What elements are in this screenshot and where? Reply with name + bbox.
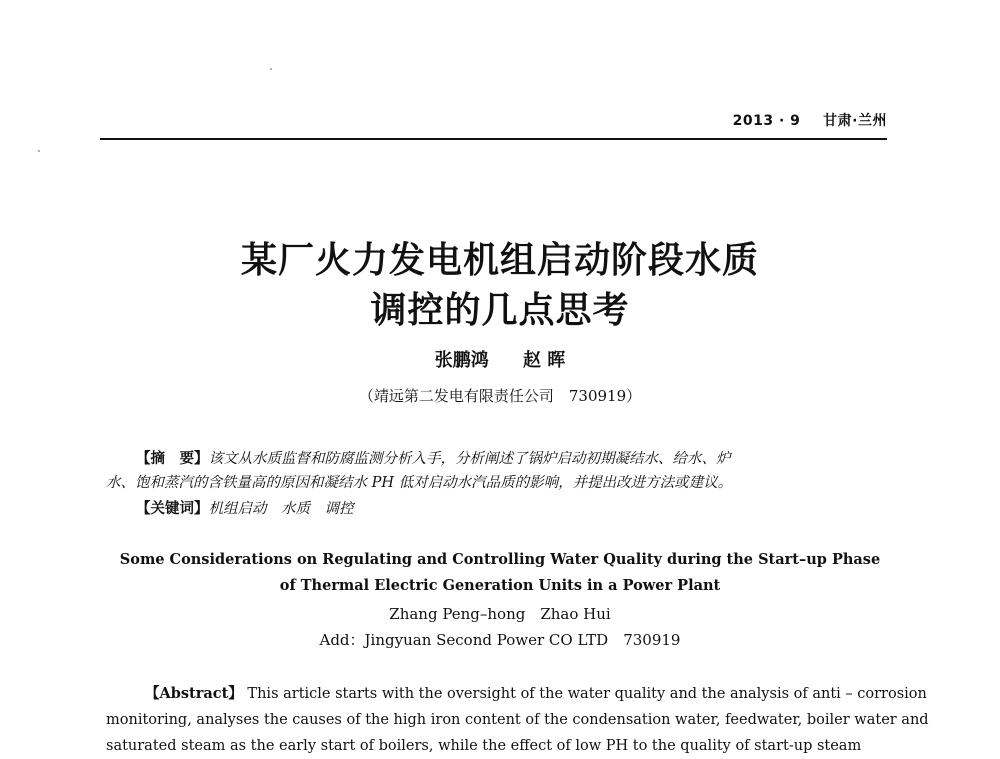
scan-speck bbox=[38, 150, 40, 152]
abstract-en-line-3: saturated steam as the early start of boilers, while the effect of low PH to the quality of start-up steam bbox=[106, 738, 862, 754]
abstract-cn-line-2: 水、饱和蒸汽的含铁量高的原因和凝结水 PH 低对启动水汽品质的影响，并提出改进方法或建议。 bbox=[106, 475, 733, 491]
english-title-line-2: of Thermal Electric Generation Units in a Power Plant bbox=[279, 577, 721, 594]
running-header bbox=[100, 110, 887, 130]
author-1: 张鹏鸿 bbox=[434, 350, 489, 371]
publication-place: 甘肃·兰州 bbox=[823, 113, 887, 129]
english-authors: Zhang Peng–hong Zhao Hui bbox=[389, 605, 611, 623]
author-2: 赵 晖 bbox=[523, 350, 566, 371]
keywords-label: 【关键词】 bbox=[136, 500, 209, 517]
keywords-text: 机组启动 水质 调控 bbox=[208, 501, 354, 517]
abstract-cn-text-1: 该文从水质监督和防腐监测分析入手，分析阐述了锅炉启动初期凝结水、给水、炉 bbox=[208, 451, 731, 467]
abstract-cn-label: 【摘 要】 bbox=[136, 450, 209, 467]
english-title-line-1: Some Considerations on Regulating and Controlling Water Quality during the Start–up Phase bbox=[119, 551, 881, 568]
english-address: Add：Jingyuan Second Power CO LTD 730919 bbox=[319, 631, 681, 649]
abstract-en-line-2: monitoring, analyses the causes of the high iron content of the condensation water, feedwater, boiler water and bbox=[106, 712, 929, 728]
affiliation: （靖远第二发电有限责任公司 730919） bbox=[358, 387, 642, 405]
abstract-en-label: 【Abstract】 bbox=[145, 685, 243, 702]
abstract-en-text-1: This article starts with the oversight of the water quality and the analysis of anti – corrosion bbox=[247, 686, 927, 702]
scan-speck bbox=[270, 68, 272, 70]
title-line-1: 某厂火力发电机组启动阶段水质 bbox=[240, 239, 759, 281]
abstract-cn-line-1 bbox=[136, 446, 731, 472]
author-list bbox=[0, 346, 1000, 372]
title-line-2: 调控的几点思考 bbox=[370, 289, 630, 331]
abstract-en-line-1 bbox=[145, 681, 927, 707]
issue-number: 2013 · 9 bbox=[732, 113, 801, 129]
header-rule bbox=[100, 138, 887, 140]
keywords-cn bbox=[136, 496, 354, 522]
